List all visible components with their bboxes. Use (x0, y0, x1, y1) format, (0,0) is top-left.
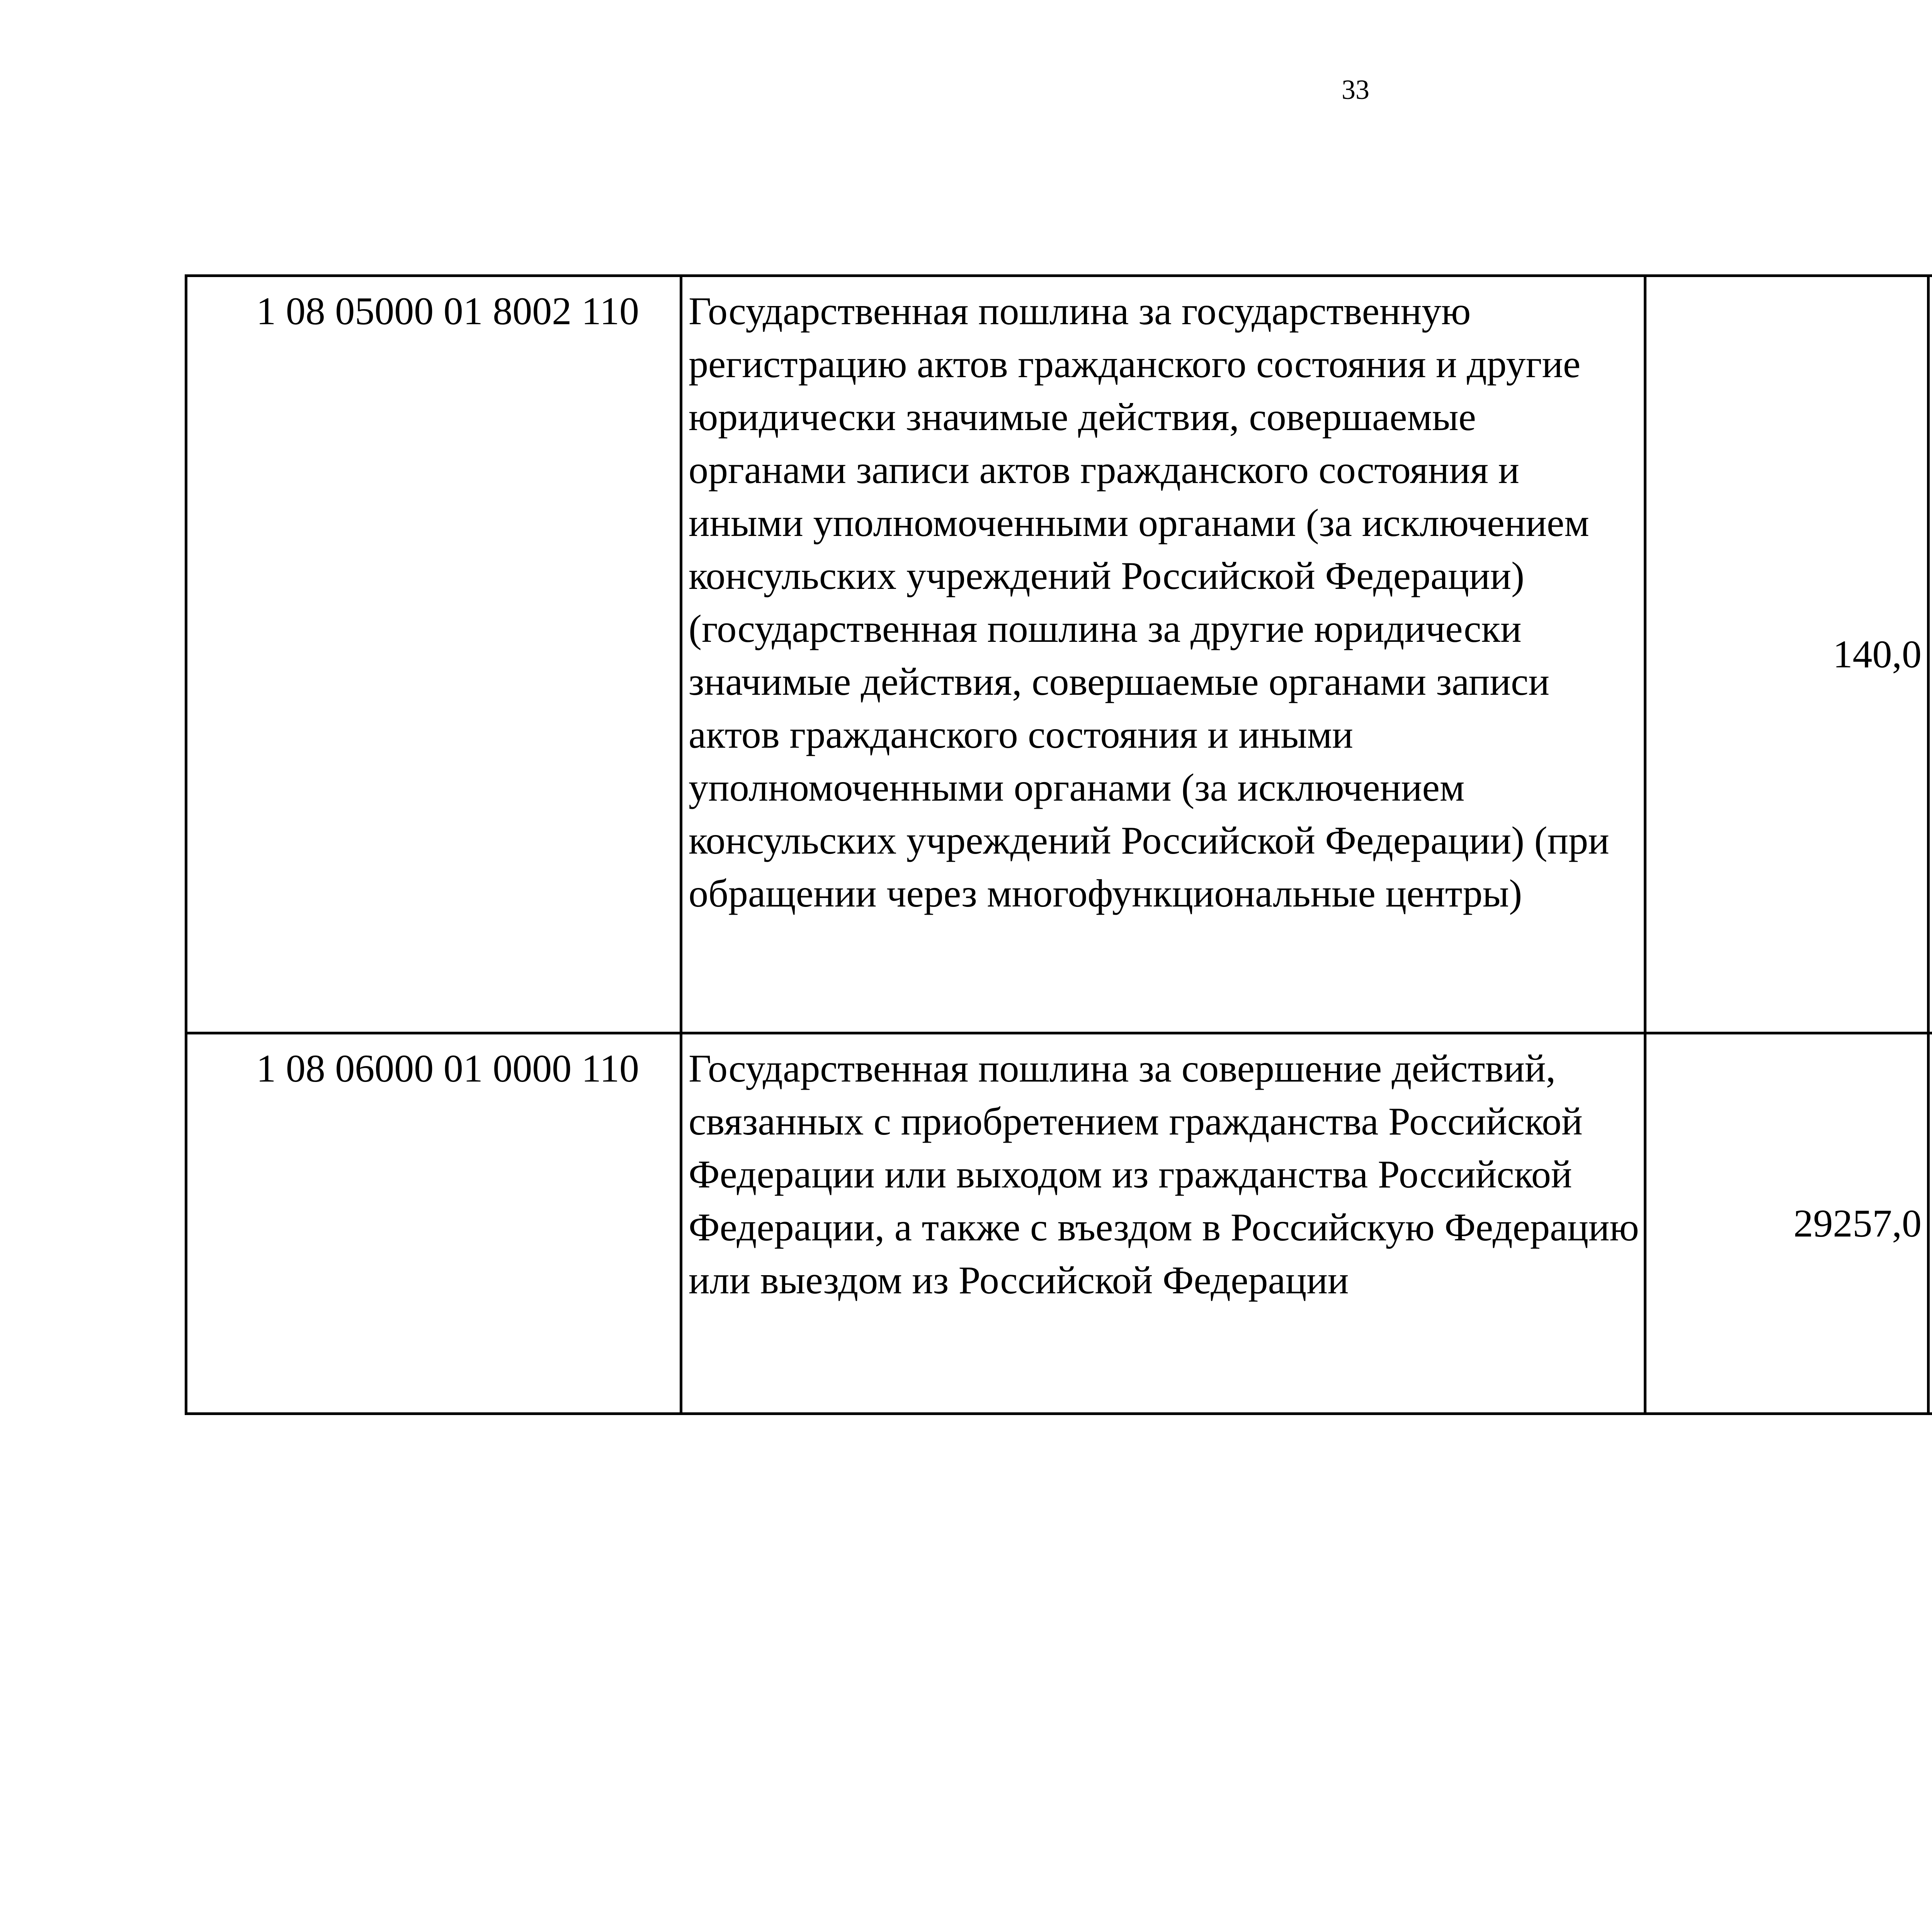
value-column-2 (1929, 276, 1932, 1033)
revenue-description: Государственная пошлина за совершение действий, связанных с приобретением гражданства Российской Федерации или выходом из гражданства Российской Федерации, а также с въездом в Российскую Федерацию или выездом из Российской Федерации (681, 1033, 1645, 1414)
budget-revenue-table (185, 274, 1932, 1415)
value-column-1: 29257,0 (1645, 1033, 1929, 1414)
table-row (186, 276, 1932, 1033)
budget-classification-code: 1 08 05000 01 8002 110 (186, 276, 681, 1033)
page-number: 33 (1342, 74, 1369, 105)
value-column-2 (1929, 1033, 1932, 1414)
budget-classification-code: 1 08 06000 01 0000 110 (186, 1033, 681, 1414)
value-column-1: 140,0 (1645, 276, 1929, 1033)
table-row (186, 1033, 1932, 1414)
revenue-description: Государственная пошлина за государственную регистрацию актов гражданского состояния и другие юридически значимые действия, совершаемые органами записи актов гражданского состояния и иными уполномоченными органами (за исключением консульских учреждений Российской Федерации) (государственная пошлина за другие юридически значимые действия, совершаемые органами записи актов гражданского состояния и иными уполномоченными органами (за исключением консульских учреждений Российской Федерации) (при обращении через многофункциональные центры) (681, 276, 1645, 1033)
